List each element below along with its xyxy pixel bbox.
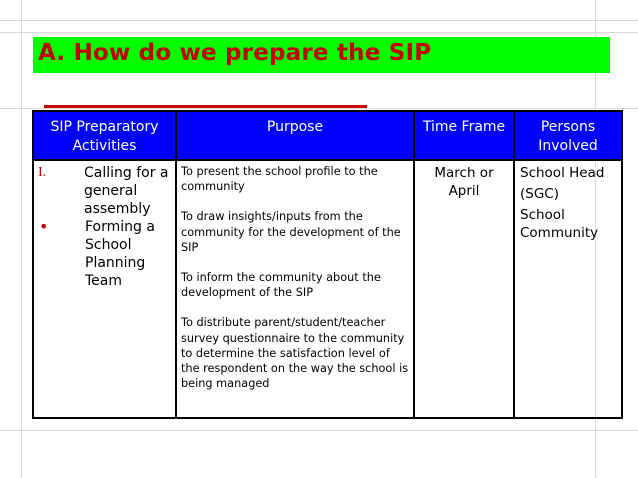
purpose-item: To draw insights/inputs from the community for the development of the SIP bbox=[181, 210, 401, 254]
person-entry: School Community bbox=[520, 207, 599, 241]
person-entry: (SGC) bbox=[520, 186, 559, 202]
title-underline bbox=[44, 105, 367, 108]
activity-text: Forming a School Planning Team bbox=[85, 219, 155, 289]
sip-table bbox=[32, 110, 623, 419]
header-time-frame: Time Frame bbox=[414, 111, 514, 160]
header-activities: SIP Preparatory Activities bbox=[33, 111, 176, 160]
grid-line bbox=[0, 430, 638, 431]
purpose-cell bbox=[176, 160, 414, 418]
time-frame-cell: March or April bbox=[414, 160, 514, 418]
purpose-item: To present the school profile to the community bbox=[181, 165, 378, 194]
activity-text: Calling for a general assembly bbox=[84, 165, 169, 217]
header-purpose: Purpose bbox=[176, 111, 414, 160]
table-row bbox=[33, 160, 622, 418]
activities-cell bbox=[33, 160, 176, 418]
title-bar bbox=[33, 37, 610, 73]
roman-numeral-marker: I. bbox=[38, 165, 47, 180]
activity-item bbox=[38, 218, 173, 290]
person-entry: School Head bbox=[520, 165, 605, 181]
grid-line bbox=[0, 20, 638, 21]
purpose-item: To distribute parent/student/teacher survey questionnaire to the community to determine the satisfaction level of the respondent on the way the school is being managed bbox=[181, 316, 409, 391]
grid-line bbox=[0, 32, 638, 33]
grid-line bbox=[0, 108, 638, 109]
bullet-icon: • bbox=[39, 217, 49, 236]
persons-cell bbox=[514, 160, 622, 418]
activity-item bbox=[38, 164, 173, 218]
purpose-item: To inform the community about the development of the SIP bbox=[181, 271, 381, 300]
grid-line bbox=[21, 0, 22, 478]
header-persons-involved: Persons Involved bbox=[514, 111, 622, 160]
slide-title: A. How do we prepare the SIP bbox=[38, 40, 432, 66]
table-header-row bbox=[33, 111, 622, 160]
